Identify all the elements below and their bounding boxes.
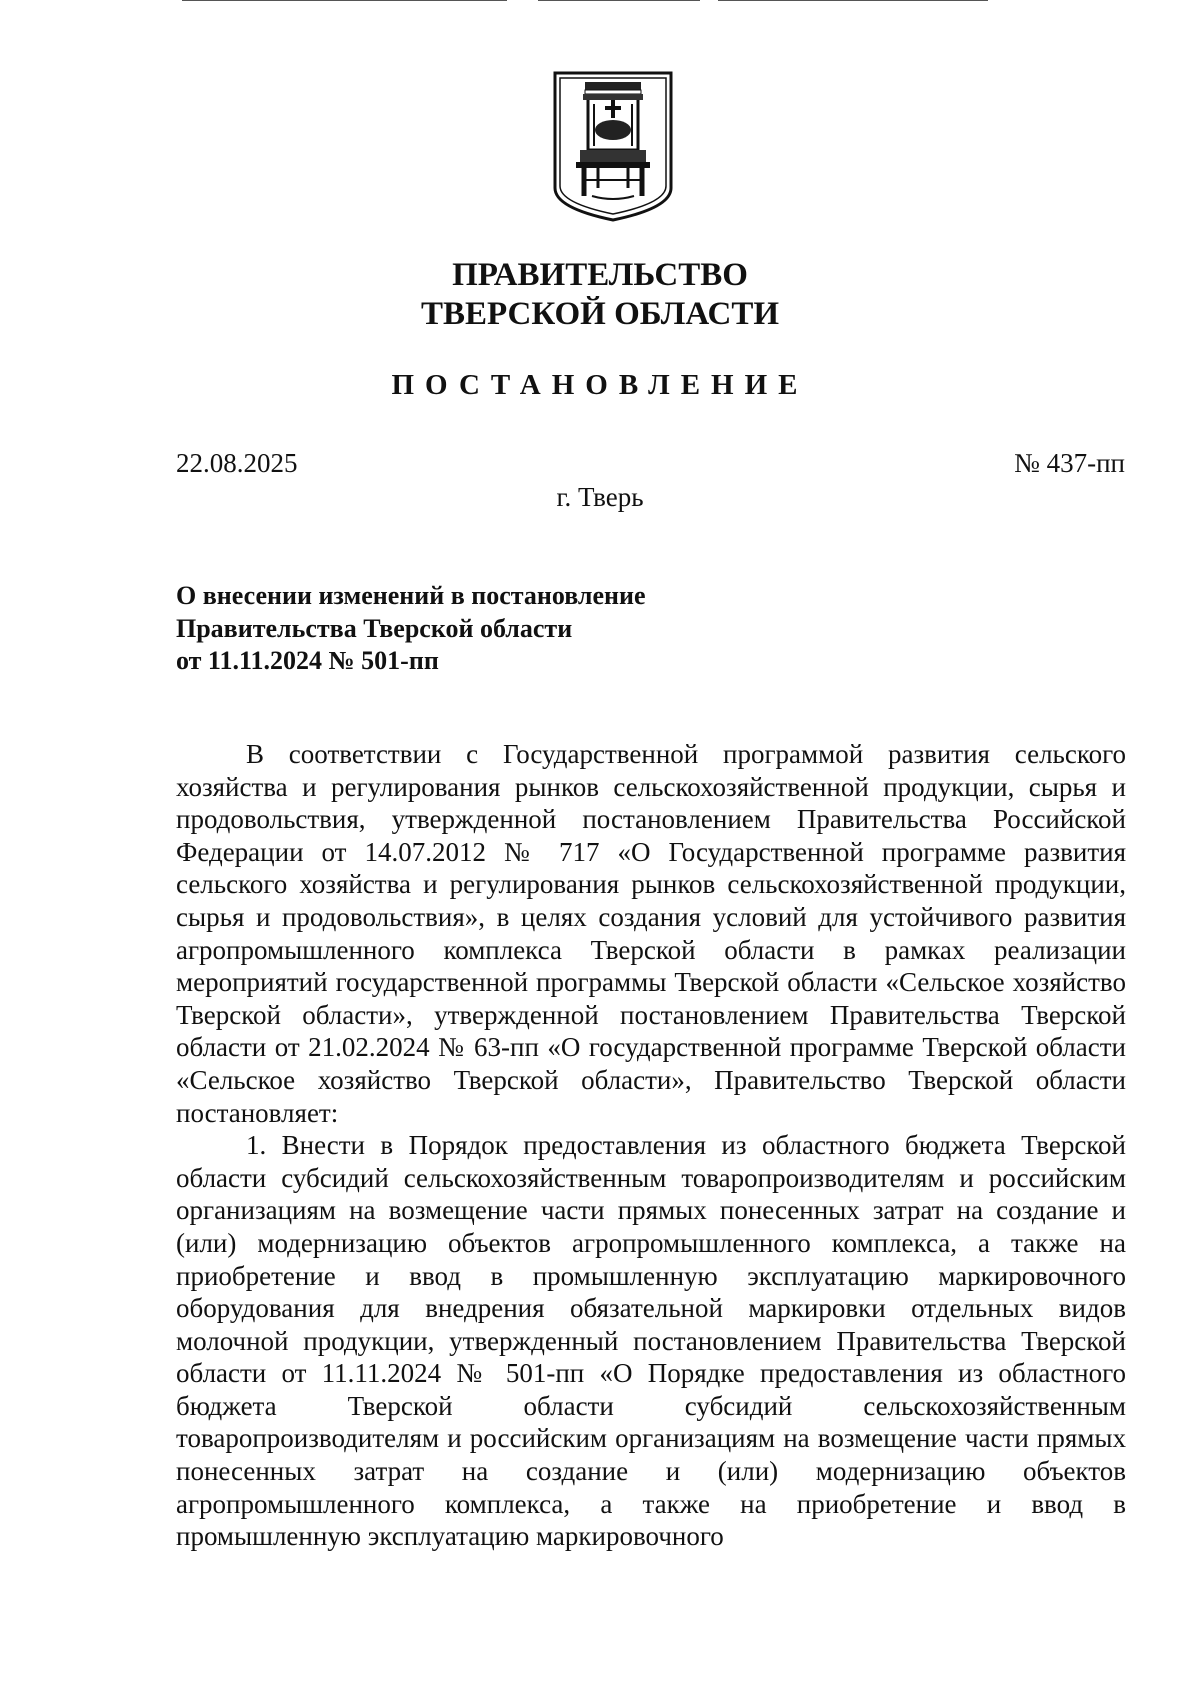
document-city: г. Тверь <box>556 482 644 512</box>
tver-coat-of-arms-icon <box>552 70 674 222</box>
organization-name <box>0 256 1200 334</box>
subject-line-2: Правительства Тверской области <box>176 613 573 643</box>
item-1-paragraph: 1. Внести в Порядок предоставления из областного бюджета Тверской области субсидий сельскохозяйственным товаропроизводителям и российским организациям на возмещение части прямых понесенных затрат на создание и (или) модернизацию объектов агропромышленного комплекса, а также на приобретение и ввод в промышленную эксплуатацию маркировочного оборудования для внедрения обязательной маркировки отдельных видов молочной продукции, утвержденный постановлением Правительства Тверской области от 11.11.2024 № 501-пп «О Порядке предоставления из областного бюджета Тверской области субсидий сельскохозяйственным товаропроизводителям и российским организациям на возмещение части прямых понесенных затрат на создание и (или) модернизацию объектов агропромышленного комплекса, а также на приобретение и ввод в промышленную эксплуатацию маркировочного <box>176 1130 1126 1552</box>
subject-line-1: О внесении изменений в постановление <box>176 581 646 610</box>
org-line-1: ПРАВИТЕЛЬСТВО <box>452 257 748 293</box>
document-date: 22.08.2025 <box>176 448 298 478</box>
document-number: № 437-пп <box>1014 448 1125 478</box>
preamble-paragraph: В соответствии с Государственной программой развития сельского хозяйства и регулирования рынков сельскохозяйственной продукции, сырья и продовольствия, утвержденной постановлением Правительства Российской Федерации от 14.07.2012 № 717 «О Государственной программе развития сельского хозяйства и регулирования рынков сельскохозяйственной продукции, сырья и продовольствия», в целях создания условий для устойчивого развития агропромышленного комплекса Тверской области в рамках реализации мероприятий государственной программы Тверской области «Сельское хозяйство Тверской области», утвержденной постановлением Правительства Тверской области от 21.02.2024 № 63-пп «О государственной программе Тверской области «Сельское хозяйство Тверской области», Правительство Тверской области постановляет: <box>176 739 1126 1128</box>
scan-artifact-line <box>718 0 988 1</box>
scan-artifact-line <box>538 0 700 1</box>
scan-artifact-line <box>182 0 507 1</box>
document-subject <box>176 580 646 678</box>
subject-line-3: от 11.11.2024 № 501-пп <box>176 646 439 675</box>
org-line-2: ТВЕРСКОЙ ОБЛАСТИ <box>420 296 780 332</box>
document-body <box>176 738 1126 1553</box>
document-type: ПОСТАНОВЛЕНИЕ <box>391 369 809 401</box>
